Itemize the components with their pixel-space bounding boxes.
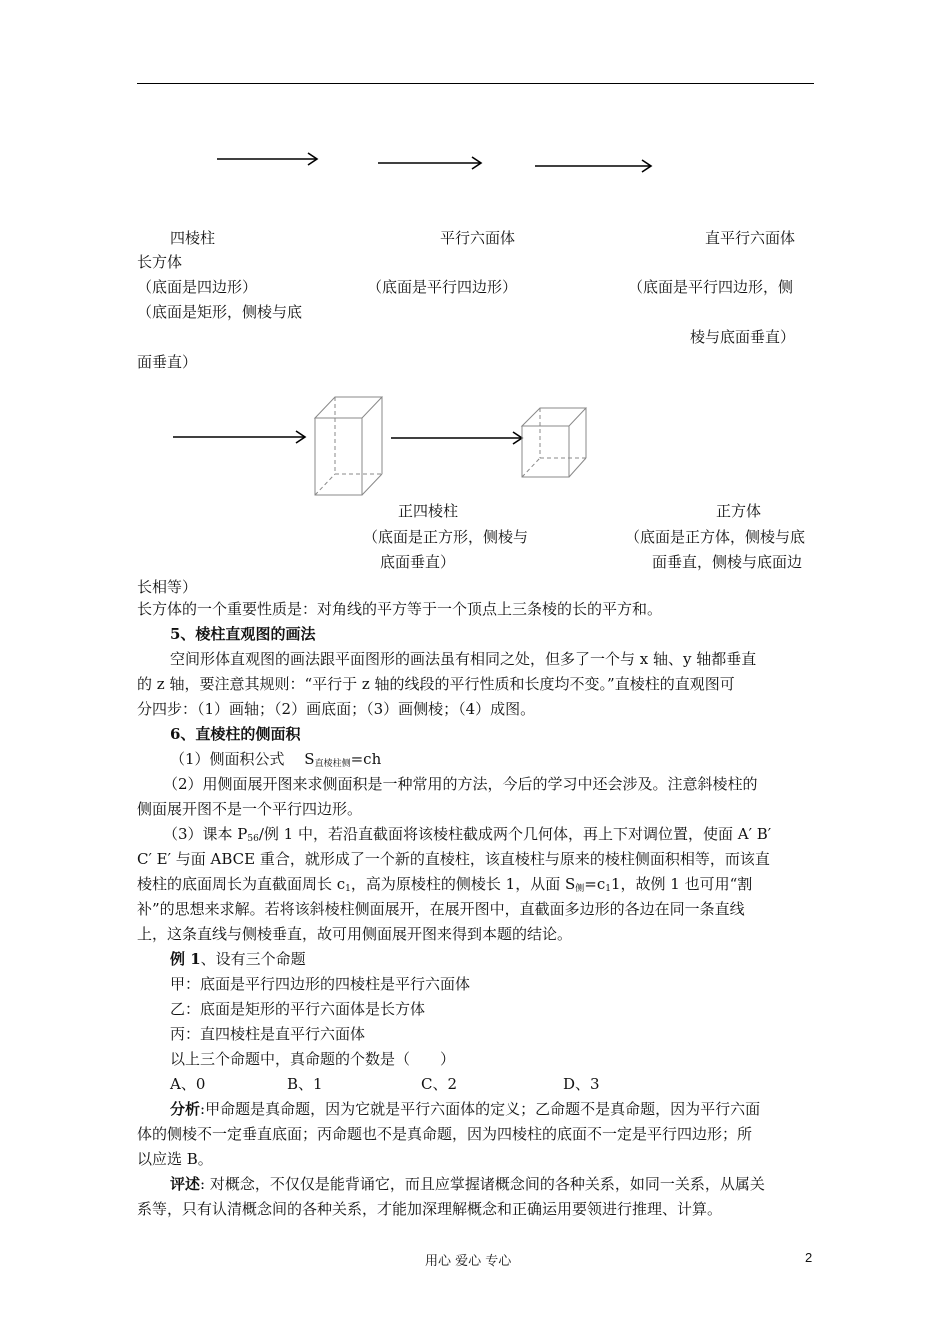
comment-line-2: 系等，只有认清概念间的各种关系，才能加深理解概念和正确运用要领进行推理、计算。	[137, 1200, 723, 1218]
analysis-line-2: 体的侧棱不一定垂直底面；丙命题也不是真命题，因为四棱柱的底面不一定是平行四边形；所	[137, 1125, 753, 1143]
label-cube: 正方体	[716, 502, 762, 520]
option-d: D、3	[563, 1075, 600, 1093]
point-3-line-4: 补”的思想来求解。若将该斜棱柱侧面展开，在展开图中，直截面多边形的各边在同一条直线	[137, 900, 745, 918]
heading-section-6: 6、直棱柱的侧面积	[170, 725, 301, 743]
proposition-b: 乙：底面是矩形的平行六面体是长方体	[170, 1000, 426, 1018]
desc-cuboid-2: 面垂直）	[137, 353, 198, 371]
point-3-line-3: 棱柱的底面周长为直截面周长 $c_1$，高为原棱柱的侧棱长 1，从面 $S_侧=c_11$，故例 1 也可用“割	[137, 875, 753, 894]
desc-regular-prism-1: （底面是正方形，侧棱与	[363, 528, 529, 546]
proposition-a: 甲：底面是平行四边形的四棱柱是平行六面体	[170, 975, 471, 993]
cube-figure	[522, 408, 586, 477]
desc-cube-3: 长相等）	[137, 578, 198, 596]
desc-right-parallelepiped-2: 棱与底面垂直）	[690, 328, 796, 346]
desc-parallelepiped: （底面是平行四边形）	[367, 278, 518, 296]
page-number: 2	[805, 1250, 813, 1265]
point-2-line-2: 侧面展开图不是一个平行四边形。	[137, 800, 363, 818]
cuboid-property: 长方体的一个重要性质是：对角线的平方等于一个顶点上三条棱的长的平方和。	[137, 600, 663, 618]
label-quadrangular-prism: 四棱柱	[170, 229, 216, 247]
desc-right-parallelepiped-1: （底面是平行四边形，侧	[628, 278, 794, 296]
section-5-line-1: 空间形体直观图的画法跟平面图形的画法虽有相同之处，但多了一个与 x 轴、y 轴都垂直	[170, 650, 757, 668]
desc-regular-prism-2: 底面垂直）	[380, 553, 456, 571]
square-prism-figure	[315, 397, 382, 495]
option-b: B、1	[287, 1075, 323, 1093]
proposition-c: 丙：直四棱柱是直平行六面体	[170, 1025, 366, 1043]
example-1-title: 例 1、设有三个命题	[170, 950, 306, 968]
desc-cube-1: （底面是正方体，侧棱与底	[625, 528, 806, 546]
label-cuboid: 长方体	[137, 253, 183, 271]
analysis-line-3: 以应选 B。	[137, 1150, 213, 1168]
point-3-line-2: C′ E′ 与面 ABCE 重合，就形成了一个新的直棱柱，该直棱柱与原来的棱柱侧面积相等，而该直	[137, 850, 770, 868]
section-5-line-2: 的 z 轴，要注意其规则：“平行于 z 轴的线段的平行性质和长度均不变。”直棱柱的直观图可	[137, 675, 735, 693]
desc-cube-2: 面垂直，侧棱与底面边	[652, 553, 803, 571]
comment-line-1: 评述: 对概念，不仅仅是能背诵它，而且应掌握诸概念间的各种关系，如同一关系，从属关	[170, 1175, 765, 1193]
footer-motto: 用心 爱心 专心	[425, 1254, 512, 1269]
analysis-line-1: 分析:甲命题是真命题，因为它就是平行六面体的定义；乙命题不是真命题，因为平行六面	[170, 1100, 761, 1118]
option-a: A、0	[170, 1075, 206, 1093]
point-3-line-5: 上，这条直线与侧棱垂直，故可用侧面展开图来得到本题的结论。	[137, 925, 573, 943]
desc-quadrangular-prism: （底面是四边形）	[137, 278, 258, 296]
section-5-line-3: 分四步：（1）画轴；（2）画底面；（3）画侧棱；（4）成图。	[137, 700, 536, 718]
point-2-line-1: （2）用侧面展开图来求侧面积是一种常用的方法，今后的学习中还会涉及。注意斜棱柱的	[163, 775, 758, 793]
example-question: 以上三个命题中，真命题的个数是（ ）	[170, 1050, 456, 1068]
point-3-line-1: （3）课本 $P_{56}/$例 1 中，若沿直截面将该棱柱截成两个几何体，再上下对调位置，使面 A′ B′	[163, 825, 772, 844]
label-regular-prism: 正四棱柱	[398, 502, 459, 520]
desc-cuboid-1: （底面是矩形，侧棱与底	[137, 303, 303, 321]
label-right-parallelepiped: 直平行六面体	[705, 229, 796, 247]
lateral-area-formula: （1）侧面积公式 $S_{直棱柱侧}=ch$	[170, 750, 382, 769]
option-c: C、2	[421, 1075, 458, 1093]
label-parallelepiped: 平行六面体	[440, 229, 516, 247]
heading-section-5: 5、棱柱直观图的画法	[170, 625, 316, 643]
